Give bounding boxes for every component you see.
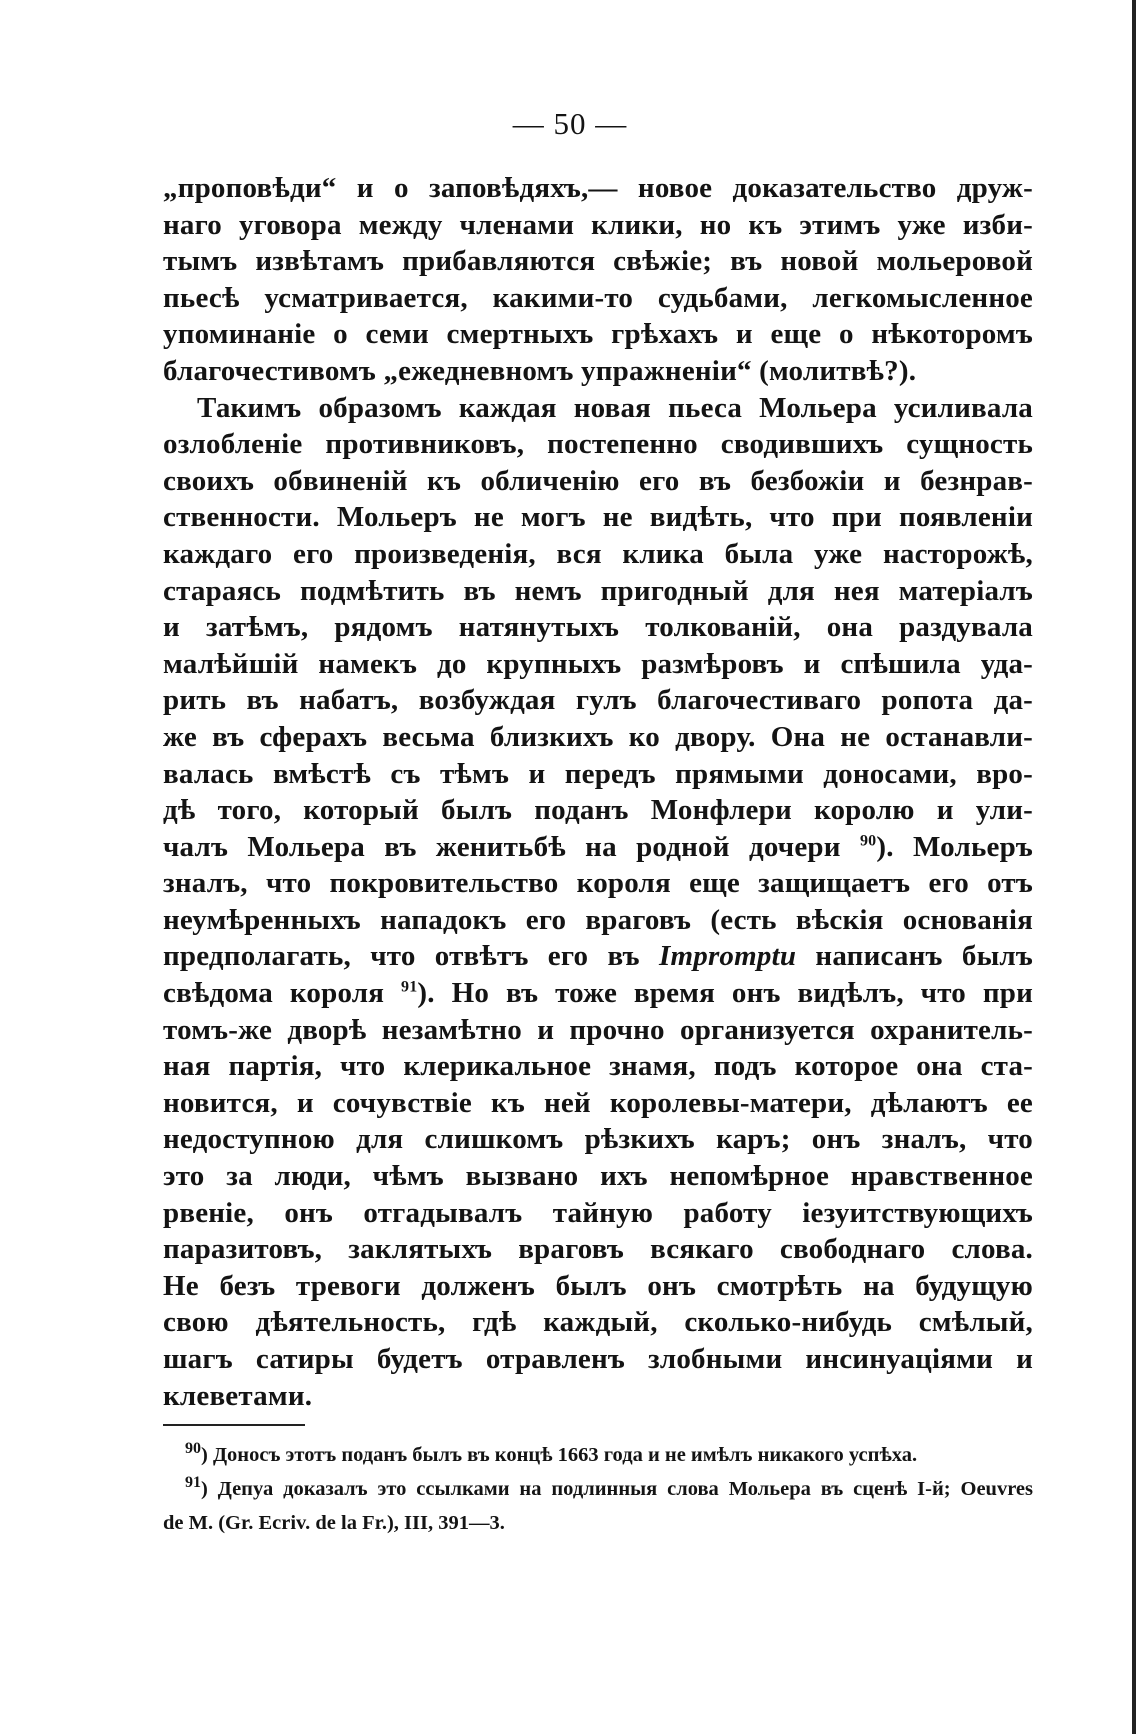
text-line: недоступною для слишкомъ рѣзкихъ каръ; онъ зналъ, что — [163, 1123, 1033, 1156]
text-line: и затѣмъ, рядомъ натянутыхъ толкованій, она раздувала — [163, 611, 1033, 644]
text-line: неумѣренныхъ нападокъ его враговъ (есть вѣскія основанія — [163, 903, 1033, 936]
text-line: паразитовъ, заклятыхъ враговъ всякаго свободнаго слова. — [163, 1233, 1033, 1266]
body-text — [163, 170, 1033, 1414]
text-line: томъ-же дворѣ незамѣтно и прочно организуется охранитель- — [163, 1013, 1033, 1046]
page-number: — 50 — — [512, 106, 628, 141]
footnote-90 — [163, 1438, 1033, 1472]
text-line: это за люди, чѣмъ вызвано ихъ непомѣрное нравственное — [163, 1160, 1033, 1193]
text-line: клеветами. — [163, 1379, 313, 1412]
text-line: наго уговора между членами клики, но къ этимъ уже изби- — [163, 208, 1033, 241]
footnote-divider — [163, 1424, 305, 1426]
footnote-ref-91[interactable]: 91 — [401, 978, 418, 996]
text-line — [163, 938, 1033, 975]
text-line: каждаго его произведенія, вся клика была уже насторожѣ, — [163, 537, 1033, 570]
footnote-ref-90[interactable]: 90 — [859, 832, 877, 850]
footnote-text: ) Депуа доказалъ это ссылками на подлинныя слова Мольера въ сценѣ I-й; Oeuvres — [201, 1478, 1033, 1500]
text-line: упоминаніе о семи смертныхъ грѣхахъ и еще о нѣкоторомъ — [163, 318, 1033, 351]
text-line: благочестивомъ „ежедневномъ упражненіи“ (молитвѣ?). — [163, 354, 917, 387]
text-line: ственности. Мольеръ не могъ не видѣть, что при появленіи — [163, 501, 1033, 534]
text-line: рвеніе, онъ отгадывалъ тайную работу іезуитствующихъ — [163, 1196, 1033, 1229]
footnotes — [163, 1438, 1033, 1540]
text-line: свою дѣятельность, гдѣ каждый, сколько-нибудь смѣлый, — [163, 1306, 1033, 1339]
text-line — [163, 975, 1033, 1012]
text-line: своихъ обвиненій къ обличенію его въ безбожіи и безнрав- — [163, 464, 1033, 497]
footnote-number: 90 — [185, 1440, 201, 1458]
text-segment: написанъ былъ — [796, 940, 1033, 973]
page-edge — [1132, 0, 1136, 1734]
text-segment: ). Но въ тоже время онъ видѣлъ, что при — [417, 977, 1033, 1010]
text-segment: чалъ Мольера въ женитьбѣ на родной дочери — [163, 830, 841, 863]
text-line: рить въ набатъ, возбуждая гулъ благочестиваго ропота да- — [163, 684, 1033, 717]
text-line: же въ сферахъ весьма близкихъ ко двору. Она не останавли- — [163, 720, 1033, 753]
text-line: шагъ сатиры будетъ отравленъ злобными инсинуаціями и — [163, 1343, 1033, 1375]
text-line: Не безъ тревоги долженъ былъ онъ смотрѣть на будущую — [163, 1269, 1033, 1302]
text-line: тымъ извѣтамъ прибавляются свѣжіе; въ новой мольеровой — [163, 245, 1033, 278]
text-segment: ). Мольеръ — [876, 830, 1033, 863]
footnote-text: ) Доносъ этотъ поданъ былъ въ концѣ 1663 года и не имѣлъ никакого успѣха. — [201, 1444, 918, 1466]
footnote-91 — [163, 1472, 1033, 1506]
text-line: стараясь подмѣтить въ немъ пригодный для нея матеріалъ — [163, 574, 1033, 607]
text-line: Такимъ образомъ каждая новая пьеса Мольера усиливала — [197, 391, 1033, 424]
italic-title: Impromptu — [659, 940, 797, 973]
text-line: малѣйшій намекъ до крупныхъ размѣровъ и спѣшила уда- — [163, 647, 1033, 680]
text-line: валась вмѣстѣ съ тѣмъ и передъ прямыми доносами, вро- — [163, 757, 1033, 790]
text-line: пьесѣ усматривается, какими-то судьбами, легкомысленное — [163, 281, 1033, 314]
footnote-91-continued: de M. (Gr. Ecriv. de la Fr.), III, 391—3. — [163, 1512, 505, 1534]
text-line: новится, и сочувствіе къ ней королевы-матери, дѣлаютъ ее — [163, 1086, 1033, 1119]
text-segment: предполагать, что отвѣтъ его въ — [163, 940, 640, 973]
text-segment: свѣдома короля — [163, 977, 385, 1010]
text-line: ная партія, что клерикальное знамя, подъ которое она ста- — [163, 1050, 1033, 1083]
text-line: озлобленіе противниковъ, постепенно сводившихъ сущность — [163, 428, 1033, 461]
text-line: зналъ, что покровительство короля еще защищаетъ его отъ — [163, 867, 1033, 900]
text-line — [163, 829, 1033, 866]
text-line: „проповѣди“ и о заповѣдяхъ,— новое доказательство друж- — [163, 172, 1033, 204]
footnote-number: 91 — [185, 1474, 201, 1492]
text-line: дѣ того, который былъ поданъ Монфлери королю и ули- — [163, 794, 1033, 827]
